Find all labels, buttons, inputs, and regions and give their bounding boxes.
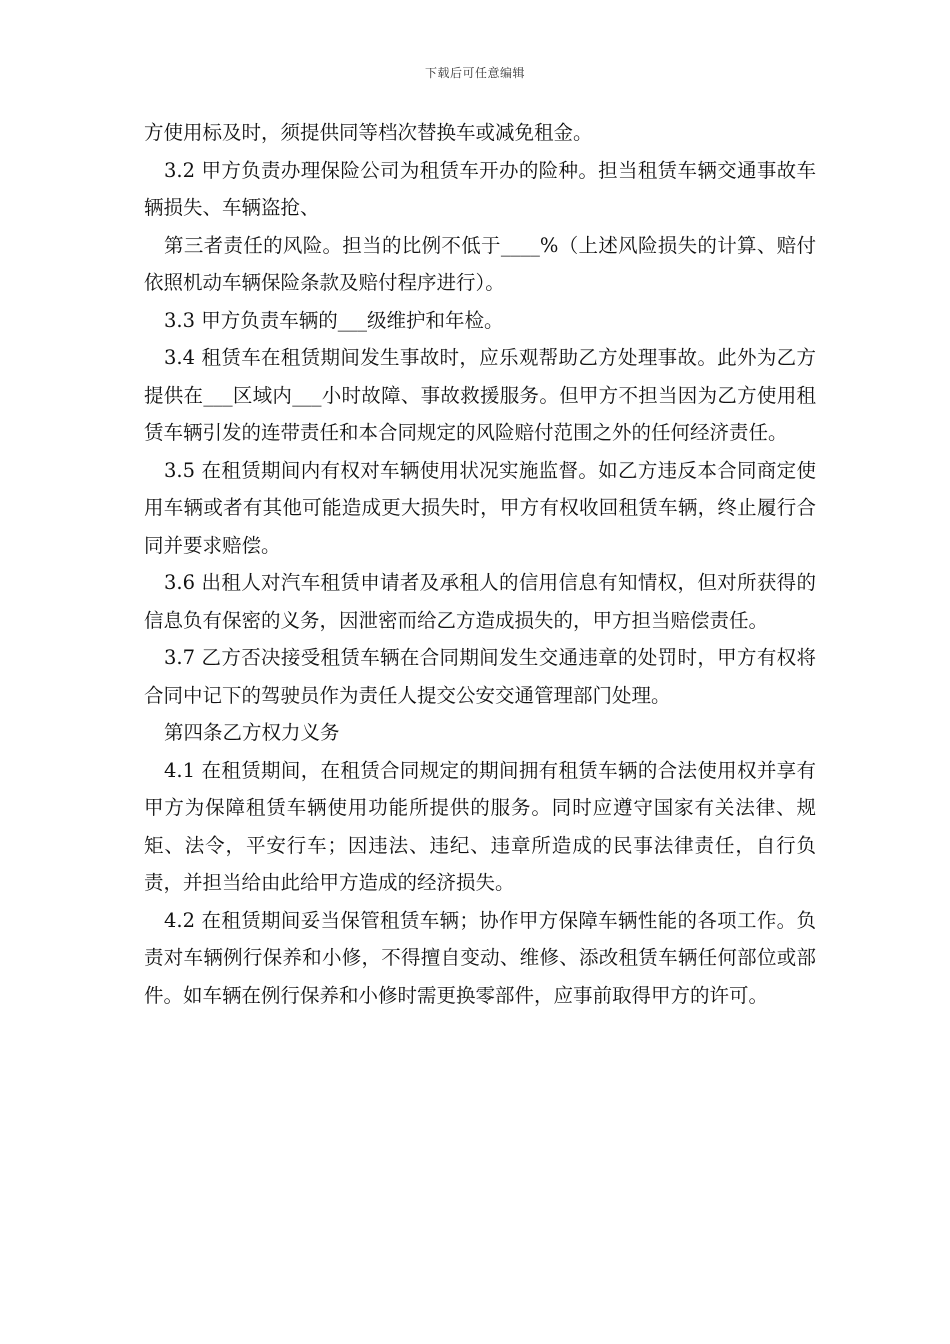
paragraph-4-2: 4.2 在租赁期间妥当保管租赁车辆；协作甲方保障车辆性能的各项工作。负责对车辆例行保养和小修，不得擅自变动、维修、添改租赁车辆任何部位或部件。如车辆在例行保养和小修时需更换零部件，应事前取得甲方的许可。 — [144, 908, 816, 1007]
paragraph-3-2: 3.2 甲方负责办理保险公司为租赁车开办的险种。担当租赁车辆交通事故车辆损失、车辆盗抢、 — [144, 158, 816, 219]
paragraph-4-1: 4.1 在租赁期间，在租赁合同规定的期间拥有租赁车辆的合法使用权并享有甲方为保障租赁车辆使用功能所提供的服务。同时应遵守国家有关法律、规矩、法令，平安行车；因违法、违纪、违章所造成的民事法律责任，自行负责，并担当给由此给甲方造成的经济损失。 — [144, 758, 816, 894]
paragraph-3-7: 3.7 乙方否决接受租赁车辆在合同期间发生交通违章的处罚时，甲方有权将合同中记下的驾驶员作为责任人提交公安交通管理部门处理。 — [144, 646, 816, 707]
paragraph-3-2-cont: 第三者责任的风险。担当的比例不低于____%（上述风险损失的计算、赔付依照机动车辆保险条款及赔付程序进行）。 — [144, 233, 816, 294]
document-body — [144, 114, 816, 1014]
paragraph-3-5: 3.5 在租赁期间内有权对车辆使用状况实施监督。如乙方违反本合同商定使用车辆或者有其他可能造成更大损失时，甲方有权收回租赁车辆，终止履行合同并要求赔偿。 — [144, 458, 816, 557]
section-heading-article-4: 第四条乙方权力义务 — [164, 721, 340, 744]
page-header: 下载后可任意编辑 — [424, 66, 525, 80]
paragraph-continuation: 方使用标及时，须提供同等档次替换车或减免租金。 — [144, 121, 593, 144]
paragraph-3-3: 3.3 甲方负责车辆的___级维护和年检。 — [164, 308, 504, 332]
paragraph-3-6: 3.6 出租人对汽车租赁申请者及承租人的信用信息有知情权，但对所获得的信息负有保密的义务，因泄密而给乙方造成损失的，甲方担当赔偿责任。 — [144, 571, 816, 632]
paragraph-3-4: 3.4 租赁车在租赁期间发生事故时，应乐观帮助乙方处理事故。此外为乙方提供在___区域内___小时故障、事故救援服务。但甲方不担当因为乙方使用租赁车辆引发的连带责任和本合同规定的风险赔付范围之外的任何经济责任。 — [144, 346, 816, 444]
